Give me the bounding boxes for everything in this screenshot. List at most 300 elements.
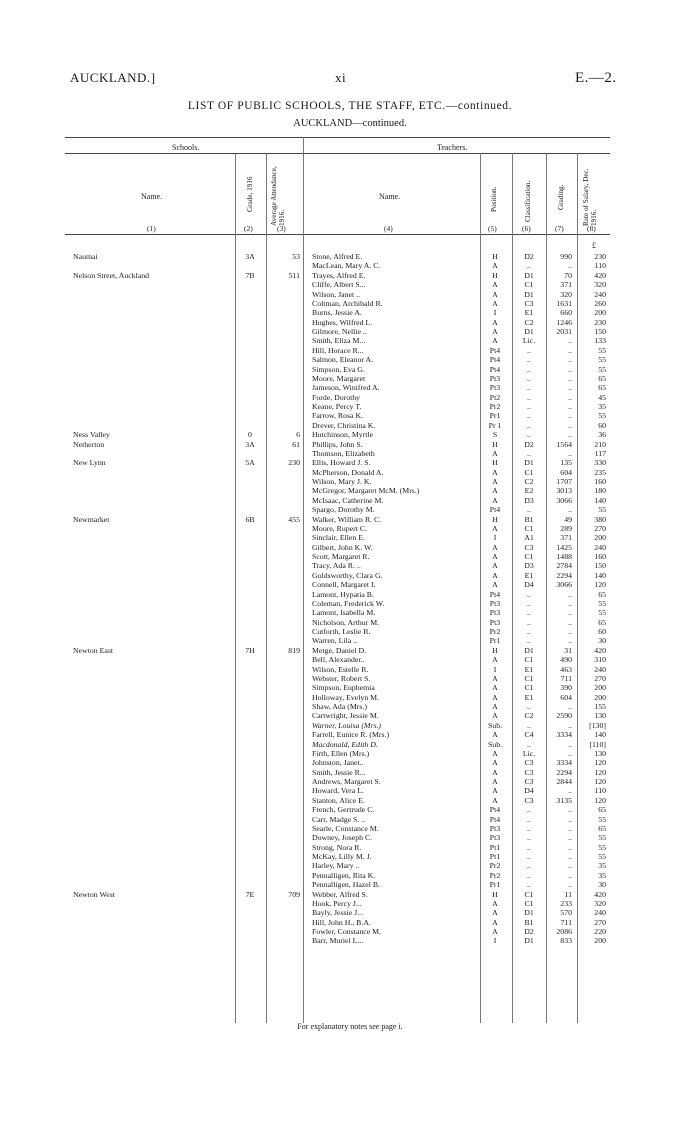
classification-value: .. — [527, 411, 531, 421]
classification-value: .. — [527, 814, 531, 824]
classification-value: .. — [527, 739, 531, 749]
classification-value: D3 — [524, 561, 534, 571]
classification-value: .. — [527, 702, 531, 711]
classification-value: C3 — [524, 758, 534, 768]
group-header-teachers: Teachers. — [437, 143, 468, 152]
table-top-rule — [65, 137, 610, 138]
footnote: For explanatory notes see page i. — [297, 1022, 403, 1031]
teacher-name: Bell, Alexander.. — [312, 655, 365, 665]
position-value: Pt4 — [489, 805, 501, 815]
salary-value: 270 — [594, 523, 606, 533]
teacher-name: Stanton, Alice E. — [312, 795, 365, 805]
grading-value: .. — [568, 617, 572, 627]
teacher-name: Hook, Percy J... — [312, 898, 362, 908]
classification-value: D1 — [524, 270, 534, 280]
classification-value: .. — [527, 402, 531, 411]
grading-value: 604 — [560, 467, 572, 477]
table-row — [0, 411, 700, 420]
grading-value: .. — [568, 786, 572, 796]
salary-value: 65 — [598, 617, 606, 627]
classification-value: .. — [527, 861, 531, 871]
classification-value: D1 — [524, 645, 534, 655]
position-value: A — [492, 673, 498, 683]
grading-value: .. — [568, 870, 572, 880]
table-row — [0, 805, 700, 814]
grade-value: 6B — [245, 514, 255, 524]
teacher-name: Johnston, Janet.. — [312, 758, 364, 768]
table-row — [0, 346, 700, 355]
table-row — [0, 852, 700, 861]
salary-value: 55 — [598, 833, 606, 843]
position-value: A — [492, 523, 498, 533]
classification-value: .. — [527, 852, 531, 861]
classification-value: .. — [527, 589, 531, 599]
classification-value: E2 — [524, 486, 534, 496]
salary-value: 110 — [594, 261, 606, 271]
table-row — [0, 458, 700, 467]
grading-value: .. — [568, 702, 572, 711]
salary-value: 230 — [594, 317, 606, 327]
grading-value: 1488 — [556, 552, 572, 561]
running-header-left: AUCKLAND.] — [70, 70, 156, 85]
salary-value: 270 — [594, 917, 606, 927]
staff-table-body — [0, 252, 700, 946]
classification-value: C3 — [524, 542, 534, 552]
classification-value: B1 — [524, 514, 534, 524]
page-title: LIST OF PUBLIC SCHOOLS, THE STAFF, ETC.—continued. — [187, 100, 513, 112]
salary-value: 200 — [594, 308, 606, 318]
grading-value: .. — [568, 420, 572, 430]
teacher-name: Firth, Ellen (Mrs.) — [312, 748, 370, 758]
grading-value: 3334 — [556, 730, 572, 740]
teacher-name: Shaw, Ada (Mrs.) — [312, 702, 367, 711]
classification-value: .. — [527, 636, 531, 646]
table-row — [0, 261, 700, 270]
classification-value: D2 — [524, 252, 534, 261]
teacher-name: Jameson, Winifred A. — [312, 383, 380, 393]
school-name: Newton East — [73, 645, 114, 655]
classification-value: D3 — [524, 495, 534, 505]
position-value: A — [492, 298, 498, 308]
grading-value: 3334 — [556, 758, 572, 768]
grading-value: 660 — [560, 308, 572, 318]
salary-value: 200 — [594, 683, 606, 693]
salary-value: 55 — [598, 411, 606, 421]
classification-value: .. — [527, 627, 531, 636]
classification-value: .. — [527, 430, 531, 440]
teacher-name: Salmon, Eleanor A. — [312, 355, 374, 365]
table-row — [0, 608, 700, 617]
table-row — [0, 824, 700, 833]
table-row — [0, 646, 700, 655]
attendance-value: 819 — [288, 645, 300, 655]
table-row — [0, 665, 700, 674]
position-value: H — [492, 270, 498, 280]
grading-value: 2294 — [556, 767, 572, 777]
salary-value: 220 — [594, 927, 606, 936]
classification-value: C3 — [524, 777, 534, 786]
salary-value: 320 — [594, 280, 606, 290]
table-row — [0, 299, 700, 308]
table-row — [0, 749, 700, 758]
grading-value: 289 — [560, 523, 572, 533]
salary-value: 180 — [594, 486, 606, 496]
teacher-name: Hill, Horace R... — [312, 345, 364, 355]
table-row — [0, 843, 700, 852]
position-value: A — [492, 917, 498, 927]
grading-value: 2784 — [556, 561, 572, 571]
position-value: Pt1 — [489, 842, 501, 852]
salary-value: 65 — [598, 589, 606, 599]
grading-value: 11 — [564, 889, 572, 899]
teacher-name: Bayly, Jessie J... — [312, 908, 364, 918]
attendance-value: 230 — [288, 458, 300, 468]
grading-value: 135 — [560, 458, 572, 468]
table-row — [0, 374, 700, 383]
salary-value: 235 — [594, 467, 606, 477]
classification-value: D1 — [524, 936, 534, 946]
classification-value: D2 — [524, 927, 534, 936]
table-row — [0, 674, 700, 683]
table-row — [0, 393, 700, 402]
position-value: A — [492, 317, 498, 327]
salary-value: 140 — [594, 730, 606, 740]
table-row — [0, 693, 700, 702]
grading-value: 320 — [560, 289, 572, 299]
grading-value: .. — [568, 261, 572, 271]
table-row — [0, 402, 700, 411]
salary-value: 60 — [598, 627, 606, 636]
classification-value: D1 — [524, 458, 534, 468]
grading-value: .. — [568, 505, 572, 515]
grading-value: 1564 — [556, 439, 572, 449]
classification-value: .. — [527, 261, 531, 271]
grading-value: 1425 — [556, 542, 572, 552]
table-row — [0, 618, 700, 627]
teacher-name: Ellis, Howard J. S. — [312, 458, 371, 468]
salary-value: 55 — [598, 598, 606, 608]
table-row — [0, 871, 700, 880]
position-value: H — [492, 439, 498, 449]
teacher-name: McIsaac, Catherine M. — [312, 495, 384, 505]
salary-value: 330 — [594, 458, 606, 468]
position-value: I — [493, 533, 497, 543]
table-row — [0, 908, 700, 917]
classification-value: .. — [527, 383, 531, 393]
table-row — [0, 468, 700, 477]
salary-value: 420 — [594, 645, 606, 655]
grading-value: 390 — [560, 683, 572, 693]
teacher-name: Sinclair, Ellen E. — [312, 533, 365, 543]
teacher-name: Moore, Rupert C. — [312, 523, 368, 533]
teacher-name: Hughes, Wilfred L. — [312, 317, 373, 327]
grading-value: 49 — [564, 514, 572, 524]
teacher-name: McGregor, Margaret McM. (Mrs.) — [312, 486, 420, 496]
classification-value: C1 — [524, 898, 534, 908]
salary-value: 55 — [598, 842, 606, 852]
teacher-name: Phillips, John S. — [312, 439, 363, 449]
classification-value: D1 — [524, 289, 534, 299]
classification-value: .. — [527, 364, 531, 374]
classification-value: C1 — [524, 889, 534, 899]
grading-value: 3135 — [556, 795, 572, 805]
salary-value: 230 — [594, 252, 606, 261]
position-value: A — [492, 898, 498, 908]
classification-value: .. — [527, 880, 531, 890]
grading-value: .. — [568, 842, 572, 852]
teacher-name: Cutforth, Leslie R. — [312, 627, 371, 636]
page-number: xi — [335, 70, 347, 85]
teacher-name: Farrell, Eunice R. (Mrs.) — [312, 730, 390, 740]
table-row — [0, 636, 700, 645]
table-row — [0, 515, 700, 524]
classification-value: C1 — [524, 683, 534, 693]
grading-value: .. — [568, 589, 572, 599]
position-value: H — [492, 645, 498, 655]
position-value: Pr1 — [489, 411, 501, 421]
table-row — [0, 711, 700, 720]
salary-value: 270 — [594, 673, 606, 683]
teacher-name: Forde, Dorothy — [312, 392, 361, 402]
teacher-name: Macdonald, Edith D. — [312, 739, 378, 749]
position-value: A — [492, 758, 498, 768]
column-number: (5) — [488, 224, 497, 233]
grading-value: .. — [568, 598, 572, 608]
position-value: A — [492, 655, 498, 665]
position-value: I — [493, 664, 497, 674]
salary-value: 150 — [594, 327, 606, 336]
table-row — [0, 655, 700, 664]
table-row — [0, 899, 700, 908]
position-value: I — [493, 936, 497, 946]
position-value: Pt4 — [489, 345, 501, 355]
teacher-name: Downey, Joseph C. — [312, 833, 373, 843]
teacher-name: French, Gertrude C. — [312, 805, 375, 815]
teacher-name: Hill, John H., B.A. — [312, 917, 371, 927]
position-value: A — [492, 730, 498, 740]
attendance-value: 511 — [288, 270, 300, 280]
teacher-name: Harley, Mary .. — [312, 861, 360, 871]
table-row — [0, 280, 700, 289]
classification-value: .. — [527, 448, 531, 458]
grading-value: .. — [568, 880, 572, 890]
salary-value: 65 — [598, 383, 606, 393]
position-value: A — [492, 336, 498, 346]
teacher-name: Gilmore, Nellie .. — [312, 327, 367, 336]
position-value: A — [492, 777, 498, 786]
teacher-name: Tracy, Ada R. .. — [312, 561, 361, 571]
teacher-name: Simpson, Eva G. — [312, 364, 365, 374]
position-value: Pt3 — [489, 383, 501, 393]
classification-value: C3 — [524, 795, 534, 805]
classification-value: .. — [527, 608, 531, 618]
teacher-name: Barr, Muriel L... — [312, 936, 364, 946]
grading-value: .. — [568, 823, 572, 833]
salary-value: 120 — [594, 580, 606, 590]
table-row — [0, 936, 700, 945]
grading-value: .. — [568, 336, 572, 346]
grade-value: 3A — [245, 252, 255, 261]
grading-value: 2086 — [556, 927, 572, 936]
grade-value: 7B — [245, 270, 255, 280]
salary-value: 30 — [598, 636, 606, 646]
group-header-rule — [65, 153, 610, 154]
teacher-name: Searle, Constance M. — [312, 823, 379, 833]
salary-value: 310 — [594, 655, 606, 665]
position-value: Pt4 — [489, 589, 501, 599]
salary-value: 55 — [598, 364, 606, 374]
position-value: A — [492, 327, 498, 336]
teacher-name: Howard, Vera L. — [312, 786, 364, 796]
position-value: Pt1 — [489, 852, 501, 861]
table-row — [0, 477, 700, 486]
grading-value: 833 — [560, 936, 572, 946]
salary-value: 55 — [598, 345, 606, 355]
salary-value: 380 — [594, 514, 606, 524]
salary-value: [110] — [589, 739, 606, 749]
teacher-name: Wilson, Janet .. — [312, 289, 360, 299]
table-row — [0, 683, 700, 692]
grade-value: 7E — [245, 889, 255, 899]
table-row — [0, 365, 700, 374]
table-row — [0, 290, 700, 299]
salary-value: 260 — [594, 298, 606, 308]
grading-value: .. — [568, 627, 572, 636]
group-header-schools: Schools. — [172, 143, 200, 152]
position-value: S — [492, 430, 498, 440]
position-value: Sub. — [487, 720, 503, 730]
grading-value: .. — [568, 861, 572, 871]
column-header-classification: Classification. — [524, 180, 532, 222]
running-header-right: E.—2. — [575, 70, 617, 86]
column-header-attendance: Average Attendance, 1916. — [270, 166, 286, 226]
position-value: A — [492, 448, 498, 458]
grading-value: .. — [568, 411, 572, 421]
classification-value: D1 — [524, 908, 534, 918]
position-value: A — [492, 711, 498, 721]
classification-value: E1 — [524, 308, 534, 318]
table-row — [0, 777, 700, 786]
teacher-name: Cliffe, Albert S... — [312, 280, 366, 290]
table-row — [0, 833, 700, 842]
position-value: H — [492, 514, 498, 524]
grade-value: 0 — [248, 430, 252, 440]
teacher-name: MacLean, Mary A. C. — [312, 261, 381, 271]
grading-value: 233 — [560, 898, 572, 908]
table-row — [0, 796, 700, 805]
salary-value: 240 — [594, 908, 606, 918]
teacher-name: Metge, Daniel D. — [312, 645, 367, 655]
salary-value: 133 — [594, 336, 606, 346]
grading-value: .. — [568, 402, 572, 411]
column-header-salary: Rate of Salary, Dec. 1916. — [582, 168, 598, 226]
attendance-value: 455 — [288, 514, 300, 524]
position-value: Pt3 — [489, 823, 501, 833]
column-number: (7) — [555, 224, 564, 233]
teacher-name: McPherson, Donald A. — [312, 467, 384, 477]
teacher-name: Gilbert, John K. W. — [312, 542, 373, 552]
table-row — [0, 308, 700, 317]
teacher-name: Coltman, Archibald R. — [312, 298, 383, 308]
teacher-name: Andrews, Margaret S. — [312, 777, 381, 786]
grading-value: .. — [568, 852, 572, 861]
teacher-name: Walker, William R. C. — [312, 514, 382, 524]
teacher-name: McKay, Lilly M. J. — [312, 852, 372, 861]
teacher-name: Connell, Margaret I. — [312, 580, 376, 590]
salary-value: 120 — [594, 795, 606, 805]
position-value: A — [492, 692, 498, 702]
salary-value: 240 — [594, 542, 606, 552]
salary-value: 240 — [594, 664, 606, 674]
salary-value: 140 — [594, 570, 606, 580]
position-value: A — [492, 786, 498, 796]
salary-value: [130] — [589, 720, 606, 730]
position-value: A — [492, 748, 498, 758]
column-header-school-name: Name. — [141, 192, 163, 201]
salary-value: 420 — [594, 270, 606, 280]
table-row — [0, 449, 700, 458]
teacher-name: Nicholson, Arthur M. — [312, 617, 380, 627]
salary-value: 65 — [598, 373, 606, 383]
position-value: Pt3 — [489, 617, 501, 627]
classification-value: .. — [527, 842, 531, 852]
teacher-name: Keane, Percy T. — [312, 402, 362, 411]
attendance-value: 709 — [288, 889, 300, 899]
table-row — [0, 533, 700, 542]
teacher-name: Hutchinson, Myrtle — [312, 430, 374, 440]
table-row — [0, 561, 700, 570]
teacher-name: Moore, Margaret — [312, 373, 366, 383]
teacher-name: Pennalligen, Hazel B. — [312, 880, 380, 890]
grading-value: .. — [568, 805, 572, 815]
classification-value: B1 — [524, 917, 534, 927]
salary-value: 65 — [598, 805, 606, 815]
salary-value: 55 — [598, 852, 606, 861]
classification-value: .. — [527, 355, 531, 365]
teacher-name: Scott, Margaret R. — [312, 552, 370, 561]
teacher-name: Webber, Alfred S. — [312, 889, 368, 899]
position-value: Pt4 — [489, 505, 501, 515]
table-row — [0, 440, 700, 449]
grading-value: 463 — [560, 664, 572, 674]
table-row — [0, 524, 700, 533]
table-row — [0, 252, 700, 261]
classification-value: Lic. — [522, 748, 536, 758]
table-row — [0, 918, 700, 927]
grading-value: .. — [568, 739, 572, 749]
classification-value: .. — [527, 392, 531, 402]
teacher-name: Webster, Robert S. — [312, 673, 371, 683]
position-value: A — [492, 552, 498, 561]
teacher-name: Stone, Alfred E. — [312, 252, 363, 261]
position-value: Pt3 — [489, 833, 501, 843]
classification-value: D1 — [524, 327, 534, 336]
salary-value: 150 — [594, 561, 606, 571]
classification-value: .. — [527, 617, 531, 627]
classification-value: D2 — [524, 439, 534, 449]
table-row — [0, 599, 700, 608]
position-value: Pt3 — [489, 373, 501, 383]
attendance-value: 6 — [296, 430, 300, 440]
classification-value: C3 — [524, 767, 534, 777]
classification-value: E1 — [524, 664, 534, 674]
teacher-name: Thomson, Elizabeth — [312, 448, 375, 458]
classification-value: .. — [527, 373, 531, 383]
classification-value: C1 — [524, 523, 534, 533]
position-value: Pt3 — [489, 608, 501, 618]
school-name: New Lynn — [73, 458, 106, 468]
classification-value: .. — [527, 598, 531, 608]
